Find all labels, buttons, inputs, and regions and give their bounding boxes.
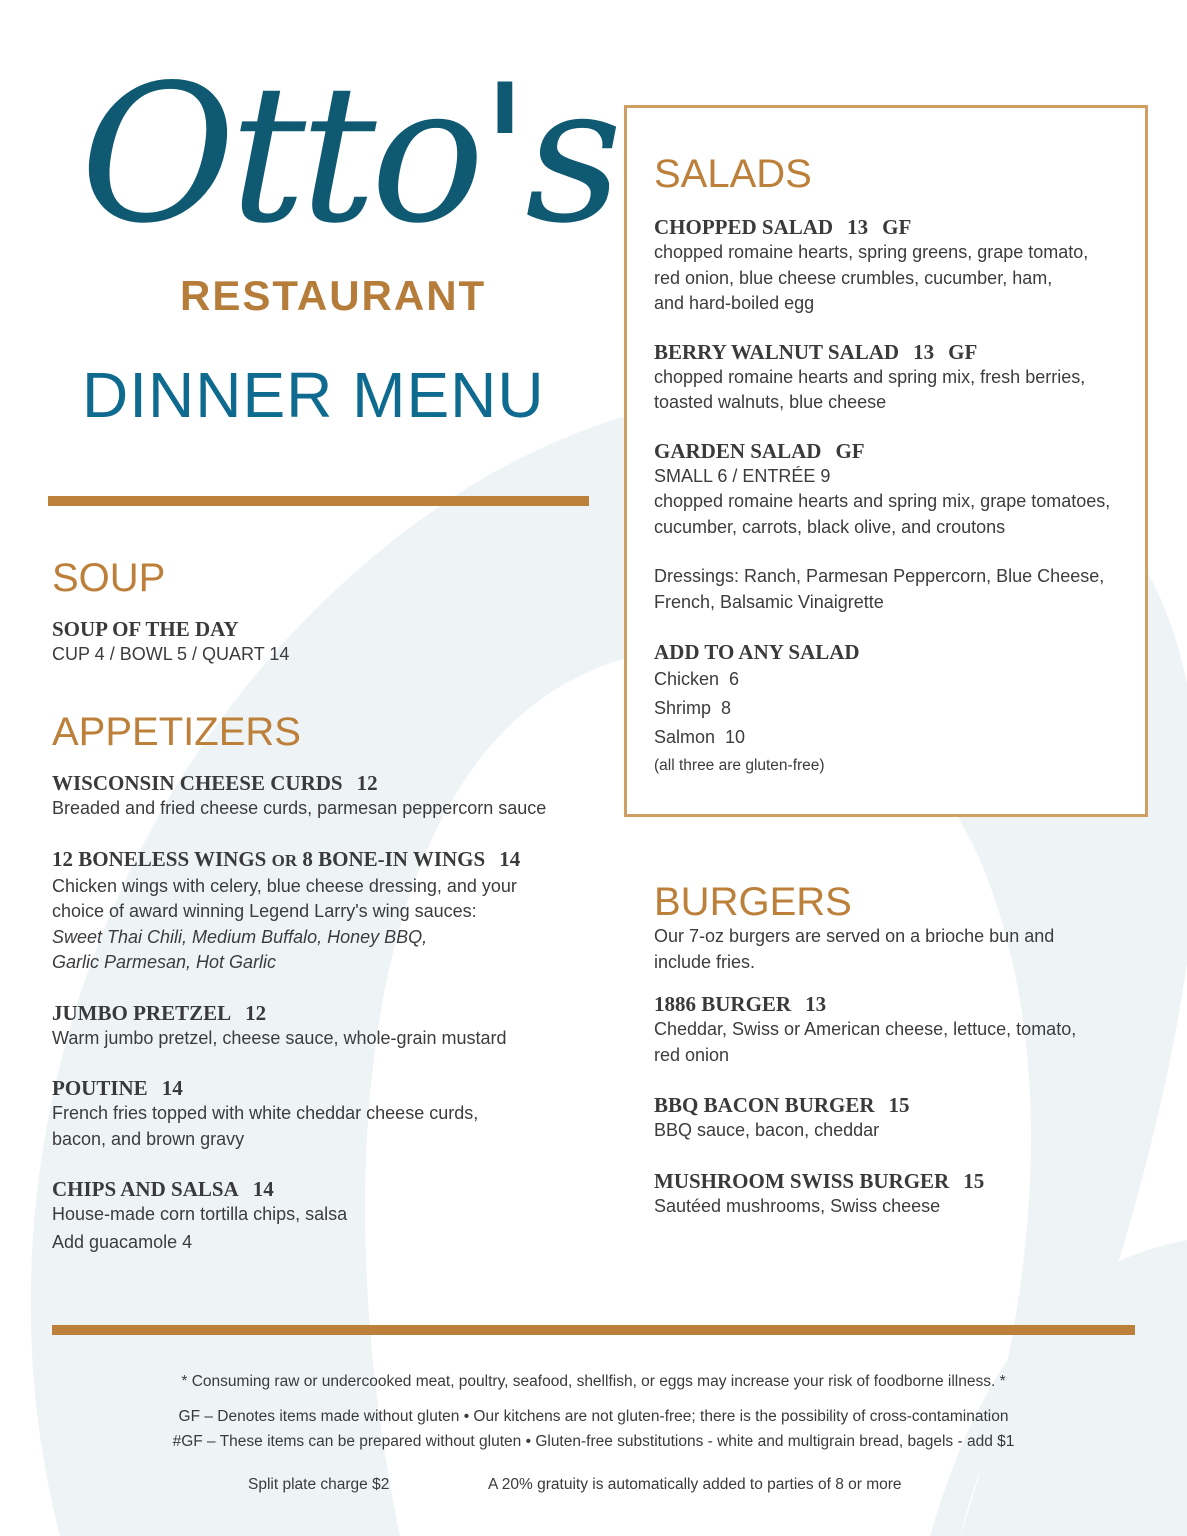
sauce-list: Sweet Thai Chili, Medium Buffalo, Honey BBQ, (52, 926, 428, 947)
item-name: 12 BONELESS WINGS (52, 846, 272, 871)
item-desc: Sautéed mushrooms, Swiss cheese (654, 1195, 941, 1216)
section-title-salads: SALADS (654, 152, 812, 196)
burgers-intro: include fries. (654, 951, 756, 972)
menu-item: 12 BONELESS WINGS OR 8 BONE-IN WINGS 14 Chicken wings with celery, blue cheese dressing, and your choice of award winning Legend Larry's wing sauces: Sweet Thai Chili, Medium Buffalo, Honey BBQ, Garlic Parmesan, Hot Garlic (52, 846, 612, 976)
item-name: SOUP OF THE DAY (52, 617, 239, 641)
item-name: MUSHROOM SWISS BURGER (654, 1168, 950, 1193)
item-name: GARDEN SALAD (654, 438, 822, 463)
item-name: 1886 BURGER (654, 992, 792, 1016)
menu-item (654, 991, 1144, 1068)
item-desc: red onion (654, 1044, 730, 1065)
item-desc: Breaded and fried cheese curds, parmesan peppercorn sauce (52, 798, 547, 818)
section-title-appetizers: APPETIZERS (52, 710, 301, 754)
split-plate-charge: Split plate charge $2 (248, 1476, 390, 1493)
item-desc: chopped romaine hearts, spring greens, grape tomato, (654, 242, 1089, 262)
gratuity-note: A 20% gratuity is automatically added to parties of 8 or more (488, 1476, 902, 1493)
menu-item (654, 1092, 1144, 1144)
addon-item: Chicken 6 (654, 669, 740, 689)
footer-hgf-note: #GF – These items can be prepared without gluten • Gluten-free substitutions - white and multigrain bread, bagels - add $1 (172, 1433, 1015, 1450)
item-price: 15 (888, 1093, 910, 1117)
item-price: 13 (805, 992, 827, 1016)
section-title-burgers: BURGERS (654, 880, 852, 924)
menu-item (52, 1075, 612, 1152)
item-name: JUMBO PRETZEL (52, 1000, 232, 1025)
item-price: 13 (847, 215, 869, 239)
item-price: 12 (356, 771, 378, 795)
section-title-soup: SOUP (52, 556, 166, 600)
item-price: 13 (913, 339, 935, 364)
soup-section (52, 556, 289, 668)
item-name: CHIPS AND SALSA (52, 1177, 239, 1201)
footer-warning: * Consuming raw or undercooked meat, poultry, seafood, shellfish, or eggs may increase your risk of foodborne illness. * (181, 1373, 1006, 1390)
item-price: 15 (963, 1168, 985, 1193)
item-name: BERRY WALNUT SALAD (654, 339, 900, 364)
appetizers-section (52, 710, 612, 1255)
item-price: 14 (161, 1076, 183, 1100)
item-name: CHOPPED SALAD (654, 215, 834, 239)
divider-bottom (52, 1325, 1135, 1335)
item-desc: Chicken wings with celery, blue cheese dressing, and your (52, 875, 517, 896)
page-title: DINNER MENU (82, 359, 545, 431)
menu-item (654, 214, 1134, 317)
dressings-list: Dressings: Ranch, Parmesan Peppercorn, Blue Cheese, French, Balsamic Vinaigrette (654, 566, 1105, 612)
addons-note: (all three are gluten-free) (654, 757, 825, 774)
item-name: WISCONSIN CHEESE CURDS (52, 771, 343, 795)
addon-item: Shrimp 8 (654, 698, 732, 718)
item-name: BBQ BACON BURGER (654, 1093, 875, 1117)
item-desc: Warm jumbo pretzel, cheese sauce, whole-grain mustard (52, 1027, 507, 1048)
salad-addons (654, 639, 1134, 780)
menu-item (654, 339, 1134, 416)
footer-gf-note: GF – Denotes items made without gluten • Our kitchens are not gluten-free; there is the possibility of cross-contamination (178, 1408, 1009, 1425)
item-desc: and hard-boiled egg (654, 293, 815, 313)
item-desc: French fries topped with white cheddar cheese curds, (52, 1103, 479, 1123)
menu-item (52, 1000, 612, 1052)
addon-item: Salmon 10 (654, 727, 746, 747)
addons-title: ADD TO ANY SALAD (654, 640, 860, 664)
item-desc: red onion, blue cheese crumbles, cucumber, ham, (654, 267, 1053, 288)
item-desc: chopped romaine hearts and spring mix, fresh berries, (654, 366, 1086, 387)
item-desc: bacon, and brown gravy (52, 1128, 245, 1149)
item-addon: Add guacamole 4 (52, 1231, 193, 1252)
menu-item (52, 770, 612, 822)
burgers-intro: Our 7-oz burgers are served on a brioche bun and (654, 926, 1055, 946)
salads-box (624, 105, 1148, 817)
item-size-prices: SMALL 6 / ENTRÉE 9 (654, 465, 831, 486)
divider-top (48, 496, 589, 506)
item-price: 14 (252, 1177, 274, 1201)
menu-item (52, 1176, 612, 1255)
item-desc: chopped romaine hearts and spring mix, grape tomatoes, (654, 491, 1111, 511)
logo-subtitle: RESTAURANT (180, 272, 487, 319)
item-price: 14 (499, 846, 521, 871)
item-desc: choice of award winning Legend Larry's wing sauces: (52, 901, 477, 921)
logo-script: Otto's (80, 44, 617, 265)
item-desc: Cheddar, Swiss or American cheese, lettuce, tomato, (654, 1019, 1077, 1039)
item-desc: toasted walnuts, blue cheese (654, 392, 887, 412)
menu-item (654, 438, 1134, 541)
burgers-section (654, 880, 1144, 1219)
item-name: POUTINE (52, 1076, 148, 1100)
gf-tag: GF (948, 339, 978, 364)
sauce-list: Garlic Parmesan, Hot Garlic (52, 952, 277, 972)
menu-item (654, 1168, 1144, 1220)
item-desc: House-made corn tortilla chips, salsa (52, 1204, 348, 1224)
item-desc: cucumber, carrots, black olive, and croutons (654, 516, 1006, 537)
gf-tag: GF (835, 438, 865, 463)
gf-tag: GF (882, 215, 912, 239)
item-prices: CUP 4 / BOWL 5 / QUART 14 (52, 644, 290, 664)
item-desc: BBQ sauce, bacon, cheddar (654, 1120, 880, 1140)
item-price: 12 (245, 1000, 267, 1025)
